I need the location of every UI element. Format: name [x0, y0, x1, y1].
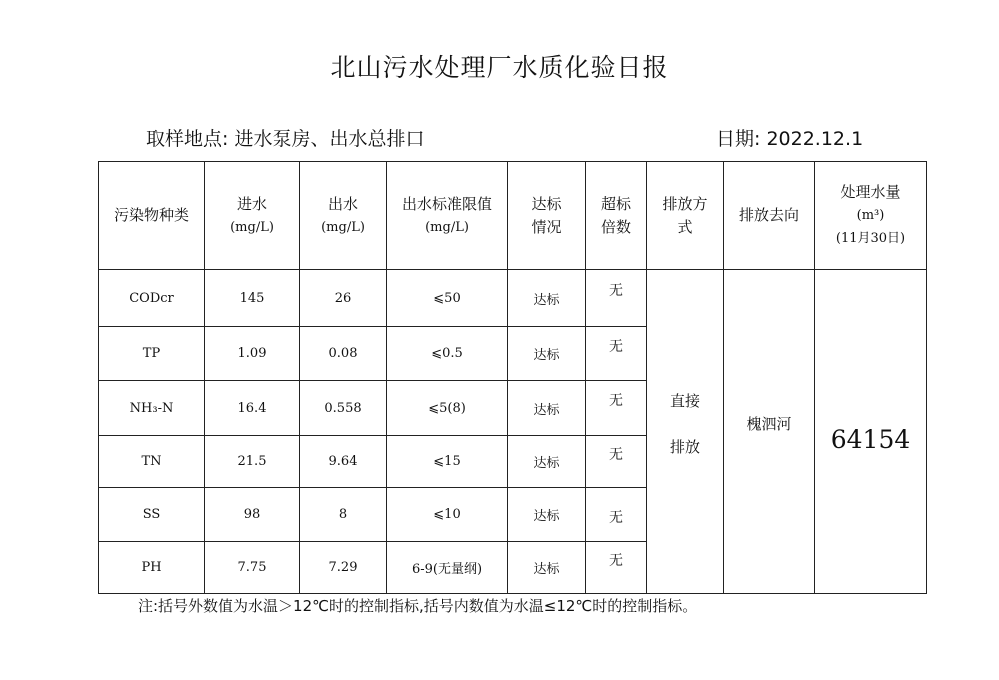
header-volume: [815, 162, 927, 270]
footnote: 注:括号外数值为水温＞12℃时的控制指标,括号内数值为水温≤12℃时的控制指标。: [138, 597, 698, 615]
cell-limit: ⩽10: [387, 488, 508, 542]
header-limit: [387, 162, 508, 270]
cell-outflow: 26: [300, 270, 387, 327]
cell-inflow: 21.5: [205, 436, 300, 488]
header-pollutant: 污染物种类: [99, 162, 205, 270]
exceed-value: 无: [609, 393, 623, 409]
cell-inflow: 16.4: [205, 381, 300, 436]
exceed-value: 无: [609, 509, 623, 526]
cell-pollutant: TP: [99, 327, 205, 381]
exceed-value: 无: [609, 552, 623, 569]
cell-limit: ⩽50: [387, 270, 508, 327]
cell-limit: ⩽15: [387, 436, 508, 488]
header-compliance: [508, 162, 586, 270]
header-compliance-line1: 达标: [531, 194, 562, 213]
header-volume-line1: 处理水量: [840, 183, 901, 201]
discharge-dest-value: 槐泗河: [746, 415, 792, 433]
header-inflow-label: 进水: [236, 194, 267, 213]
header-limit-unit: (mg/L): [425, 219, 469, 235]
sampling-location-value: 进水泵房、出水总排口: [234, 128, 425, 150]
cell-pollutant: CODcr: [99, 270, 205, 327]
cell-limit: ⩽0.5: [387, 327, 508, 381]
header-outflow-unit: (mg/L): [321, 219, 365, 235]
cell-compliance: 达标: [508, 270, 586, 327]
cell-pollutant: TN: [99, 436, 205, 488]
exceed-value: 无: [609, 283, 623, 299]
header-outflow-label: 出水: [327, 194, 358, 213]
header-inflow: [205, 162, 300, 270]
header-discharge-method-line2: 式: [677, 217, 693, 236]
exceed-value: 无: [609, 338, 623, 355]
header-volume-date: (11月30日): [835, 231, 906, 246]
cell-inflow: 98: [205, 488, 300, 542]
cell-outflow: 0.08: [300, 327, 387, 381]
report-date: [716, 124, 863, 151]
header-discharge-method-line1: 排放方: [662, 194, 708, 213]
cell-outflow: 7.29: [300, 542, 387, 594]
header-exceed-line2: 倍数: [600, 217, 631, 236]
header-outflow: [300, 162, 387, 270]
cell-compliance: 达标: [508, 436, 586, 488]
cell-compliance: 达标: [508, 327, 586, 381]
cell-limit: ⩽5(8): [387, 381, 508, 436]
header-discharge-dest: 排放去向: [724, 162, 815, 270]
header-limit-label: 出水标准限值: [401, 194, 492, 213]
cell-exceed: [586, 270, 647, 327]
header-exceed-line1: 超标: [600, 194, 631, 213]
cell-volume: [815, 270, 927, 594]
cell-compliance: 达标: [508, 542, 586, 594]
cell-exceed: [586, 436, 647, 488]
cell-inflow: 7.75: [205, 542, 300, 594]
volume-value: 64154: [830, 425, 911, 454]
cell-pollutant: PH: [99, 542, 205, 594]
cell-outflow: 8: [300, 488, 387, 542]
cell-exceed: [586, 381, 647, 436]
cell-inflow: 145: [205, 270, 300, 327]
header-compliance-line2: 情况: [531, 217, 562, 236]
report-date-label: 日期:: [716, 128, 761, 150]
cell-outflow: 0.558: [300, 381, 387, 436]
cell-pollutant: NH₃-N: [99, 381, 205, 436]
cell-discharge-method: [647, 270, 724, 594]
sampling-location: [146, 124, 424, 151]
header-exceed: [586, 162, 647, 270]
water-quality-table: [98, 161, 927, 594]
cell-outflow: 9.64: [300, 436, 387, 488]
cell-inflow: 1.09: [205, 327, 300, 381]
header-inflow-unit: (mg/L): [230, 219, 274, 235]
sampling-location-label: 取样地点:: [146, 128, 229, 150]
cell-exceed: [586, 542, 647, 594]
cell-exceed: [586, 488, 647, 542]
cell-limit: 6-9(无量纲): [387, 542, 508, 594]
table-header-row: [99, 162, 927, 270]
cell-compliance: 达标: [508, 488, 586, 542]
exceed-value: 无: [609, 446, 623, 463]
discharge-method-line1: 直接: [669, 391, 700, 410]
header-discharge-method: [647, 162, 724, 270]
cell-discharge-dest: [724, 270, 815, 594]
table-row: [99, 270, 927, 327]
cell-compliance: 达标: [508, 381, 586, 436]
cell-pollutant: SS: [99, 488, 205, 542]
cell-exceed: [586, 327, 647, 381]
discharge-method-line2: 排放: [669, 437, 700, 456]
header-volume-unit: (m³): [856, 208, 885, 223]
report-title: 北山污水处理厂水质化验日报: [330, 53, 669, 82]
report-date-value: 2022.12.1: [766, 128, 864, 150]
